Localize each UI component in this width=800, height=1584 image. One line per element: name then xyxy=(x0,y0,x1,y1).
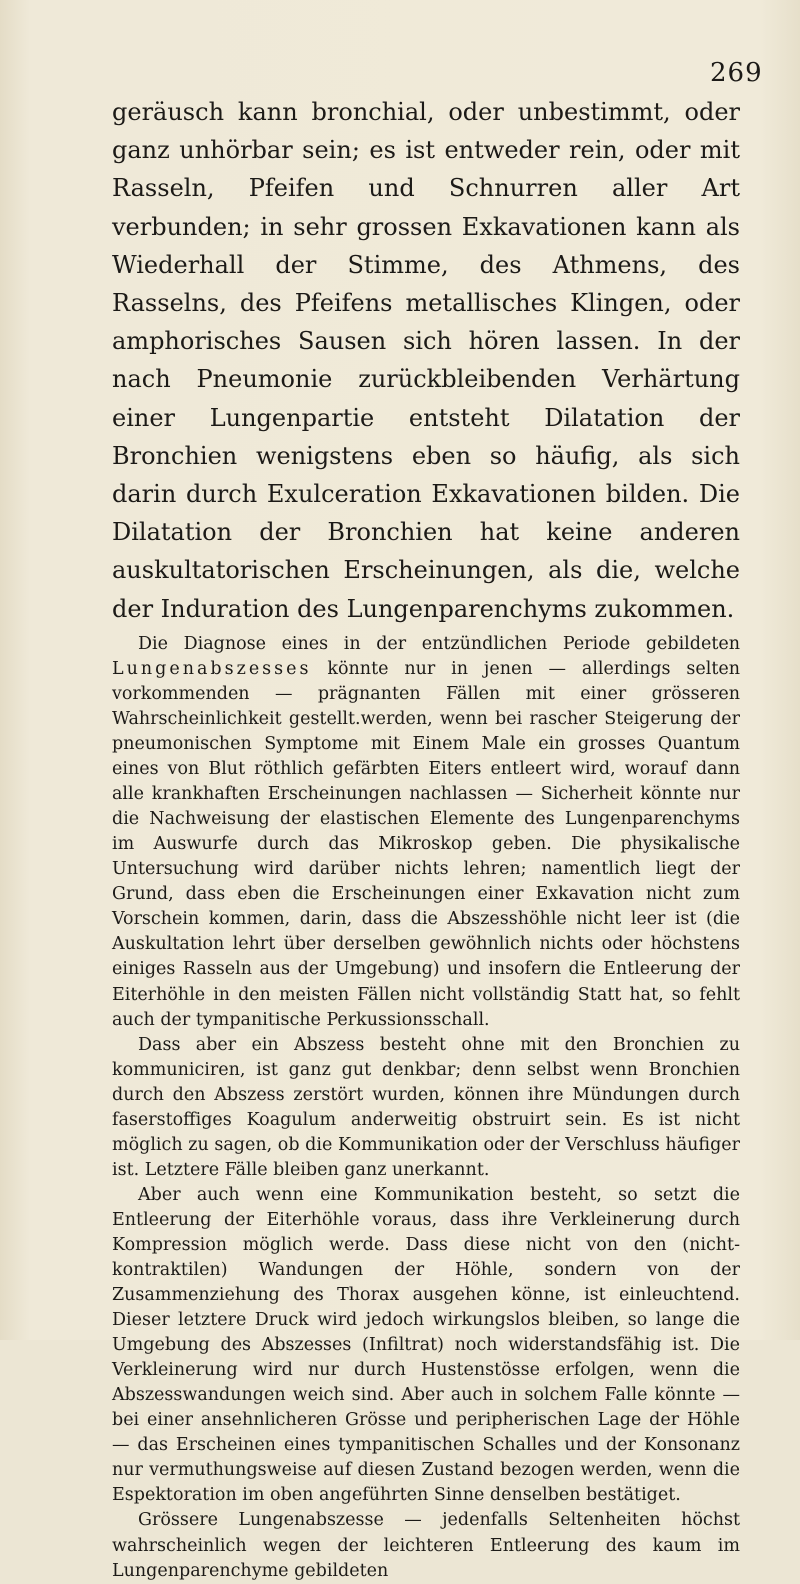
paragraph-communication: Dass aber ein Abszess besteht ohne mit den Bronchien zu kommuniciren, ist ganz gut denkbar; denn selbst wenn Bronchien durch den Abszess zerstört wurden, können ihre Mündungen durch faserstoffiges Koagulum anderweitig obstruirt sein. Es ist nicht möglich zu sagen, ob die Kommunikation oder der Verschluss häufiger ist. Letztere Fälle bleiben ganz unerkannt. xyxy=(112,1034,740,1180)
paragraph-larger-abscesses: Grössere Lungenabszesse — jedenfalls Seltenheiten höchst wahrscheinlich wegen der leichteren Entleerung des kaum im Lungenparenchyme gebildeten xyxy=(112,1510,740,1581)
paragraph-abscess-diagnosis xyxy=(112,632,740,1033)
paragraph-abscess-diagnosis-prefix: Die Diagnose eines in der entzündlichen Periode gebildeten xyxy=(138,633,740,654)
paragraph-abscess-diagnosis-rest: könnte nur in jenen — allerdings selten vorkommenden — prägnanten Fällen mit einer grösseren Wahrscheinlichkeit gestellt.werden, wenn bei rascher Steigerung der pneumonischen Symptome mit Einem Male ein grosses Quantum eines von Blut röthlich gefärbten Eiters entleert wird, worauf dann alle krankhaften Erscheinungen nachlassen — Sicherheit könnte nur die Nachweisung der elastischen Elemente des Lungenparenchyms im Auswurfe durch das Mikroskop geben. Die physikalische Untersuchung wird darüber nichts lehren; namentlich liegt der Grund, dass eben die Erscheinungen einer Exkavation nicht zum Vorschein kommen, darin, dass die Abszesshöhle nicht leer ist (die Auskultation lehrt über derselben gewöhnlich nichts oder höchstens einiges Rasseln aus der Umgebung) und insofern die Entleerung der Eiterhöhle in den meisten Fällen nicht vollständig Statt hat, so fehlt auch der tympanitische Perkussionsschall. xyxy=(112,658,740,1030)
paragraph-emptying: Aber auch wenn eine Kommunikation besteht, so setzt die Entleerung der Eiterhöhle voraus, dass ihre Verkleinerung durch Kompression möglich werde. Dass diese nicht von den (nicht-kontraktilen) Wandungen der Höhle, sondern von der Zusammenziehung des Thorax ausgehen könne, ist einleuchtend. Dieser letztere Druck wird jedoch wirkungslos bleiben, so lange die Umgebung des Abszesses (Infiltrat) noch widerstandsfähig ist. Die Verkleinerung wird nur durch Hustenstösse erfolgen, wenn die Abszesswandungen weich sind. Aber auch in solchem Falle könnte — bei einer ansehnlicheren Grösse und peripherischen Lage der Höhle — das Erscheinen eines tympanitischen Schalles und der Konsonanz nur vermuthungsweise auf diesen Zustand bezogen werden, wenn die Espektoration im oben angeführten Sinne denselben bestätiget. xyxy=(112,1184,740,1506)
body-text xyxy=(112,93,740,1584)
term-lungenabszess: Lungenabszesses xyxy=(112,658,312,679)
paragraph-bronchial-sounds: geräusch kann bronchial, oder unbestimmt, oder ganz unhörbar sein; es ist entweder rein, oder mit Rasseln, Pfeifen und Schnurren aller Art verbunden; in sehr grossen Exkavationen kann als Wiederhall der Stimme, des Athmens, des Rasselns, des Pfeifens metallisches Klingen, oder amphorisches Sausen sich hören lassen. In der nach Pneumonie zurückbleibenden Verhärtung einer Lungenpartie entsteht Dilatation der Bronchien wenigstens eben so häufig, als sich darin durch Exulceration Exkavationen bilden. Die Dilatation der Bronchien hat keine anderen auskultatorischen Erscheinungen, als die, welche der Induration des Lungenparenchyms zukommen. xyxy=(112,98,740,623)
page-number: 269 xyxy=(710,58,763,88)
